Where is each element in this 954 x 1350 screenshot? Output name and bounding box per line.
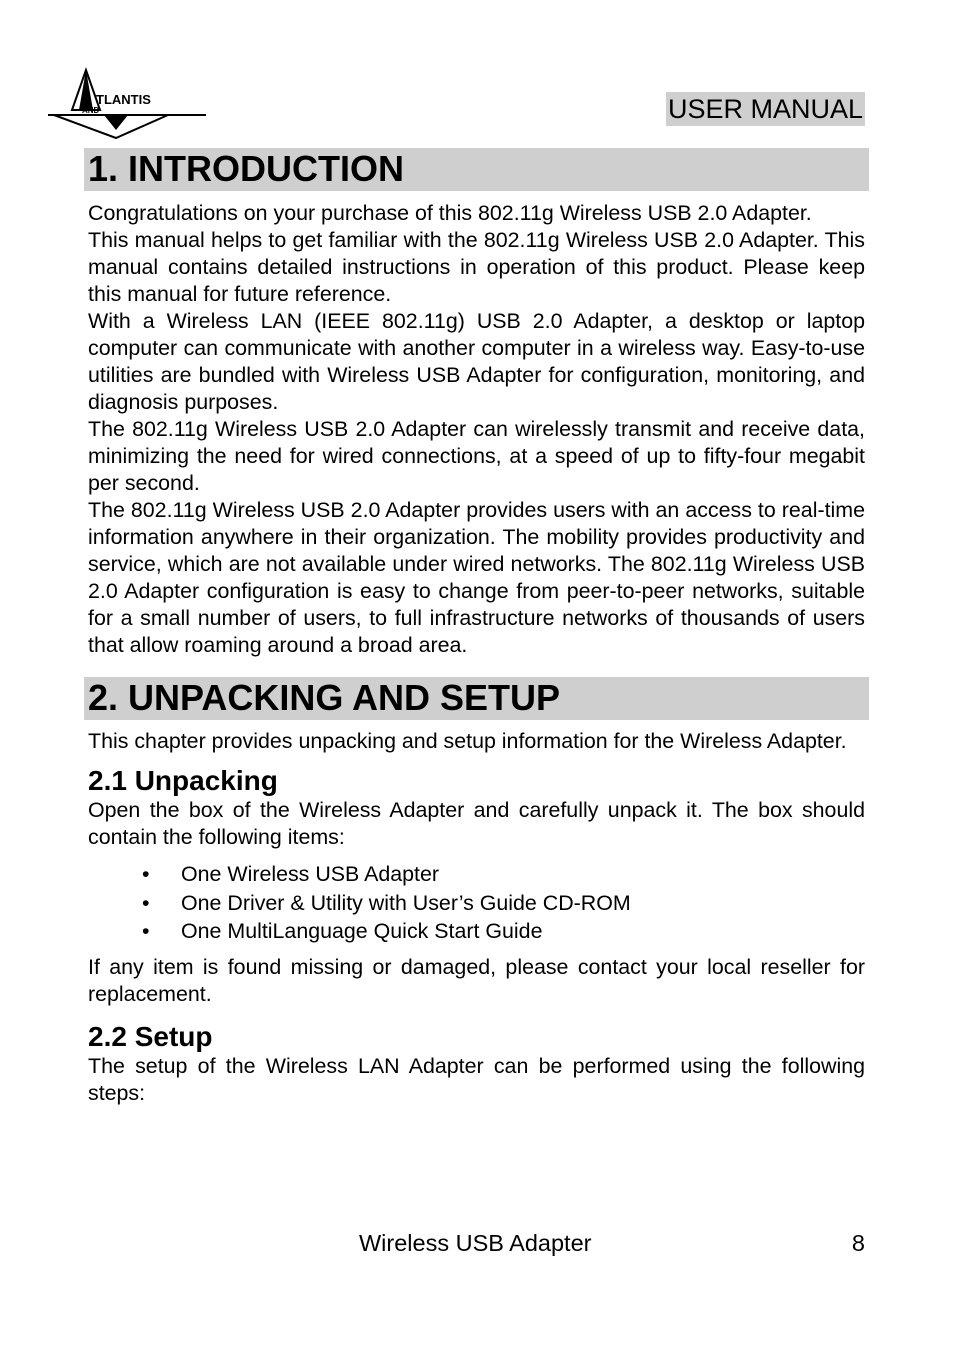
intro-paragraph: Congratulations on your purchase of this 802.11g Wireless USB 2.0 Adapter. <box>88 201 812 225</box>
unpacking-note: If any item is found missing or damaged, please contact your local reseller for replacement. <box>88 954 865 1006</box>
intro-paragraph: The 802.11g Wireless USB 2.0 Adapter can wirelessly transmit and receive data, minimizing the need for wired connections, at a speed of up to fifty-four megabit per second. <box>88 417 865 495</box>
setup-body: The setup of the Wireless LAN Adapter can be performed using the following steps: <box>88 1053 865 1105</box>
list-item <box>88 917 865 946</box>
intro-paragraph: The 802.11g Wireless USB 2.0 Adapter provides users with an access to real-time information anywhere in their organization. The mobility provides productivity and service, which are not available under wired networks. The 802.11g Wireless USB 2.0 Adapter configuration is easy to change from peer-to-peer networks, suitable for a small number of users, to full infrastructure networks of thousands of users that allow roaming around a broad area. <box>88 498 865 657</box>
unpacking-body: Open the box of the Wireless Adapter and carefully unpack it. The box should contain the following items: <box>88 798 865 849</box>
atlantis-land-logo <box>46 66 211 142</box>
list-item <box>88 860 865 889</box>
package-contents-list <box>88 860 865 946</box>
list-item-text: One MultiLanguage Quick Start Guide <box>181 919 543 943</box>
bullet-icon: • <box>142 862 150 886</box>
section-title-introduction: 1. INTRODUCTION <box>84 148 869 191</box>
page-number: 8 <box>851 1230 865 1256</box>
section2-intro: This chapter provides unpacking and setup information for the Wireless Adapter. <box>88 729 847 753</box>
bullet-icon: • <box>142 890 150 915</box>
subsection-title-setup: 2.2 Setup <box>88 1020 213 1052</box>
list-item <box>88 889 865 918</box>
introduction-body <box>88 200 865 659</box>
list-item-text: One Driver & Utility with User’s Guide CD-ROM <box>181 890 631 915</box>
list-item-text: One Wireless USB Adapter <box>181 862 439 886</box>
intro-paragraph: With a Wireless LAN (IEEE 802.11g) USB 2.0 Adapter, a desktop or laptop computer can communicate with another computer in a wireless way. Easy-to-use utilities are bundled with Wireless USB Adapter for configuration, monitoring, and diagnosis purposes. <box>88 309 865 414</box>
page-content <box>88 148 865 1107</box>
header-user-manual-label: USER MANUAL <box>667 94 863 124</box>
logo-sub-text: AND <box>82 106 100 115</box>
subsection-title-unpacking: 2.1 Unpacking <box>88 765 278 796</box>
section-title-unpacking-setup: 2. UNPACKING AND SETUP <box>84 677 869 720</box>
bullet-icon: • <box>142 919 150 943</box>
footer-title: Wireless USB Adapter <box>359 1230 592 1256</box>
logo-text: TLANTIS <box>96 92 151 107</box>
intro-paragraph: This manual helps to get familiar with the 802.11g Wireless USB 2.0 Adapter. This manual contains detailed instructions in operation of this product. Please keep this manual for future reference. <box>88 228 865 306</box>
